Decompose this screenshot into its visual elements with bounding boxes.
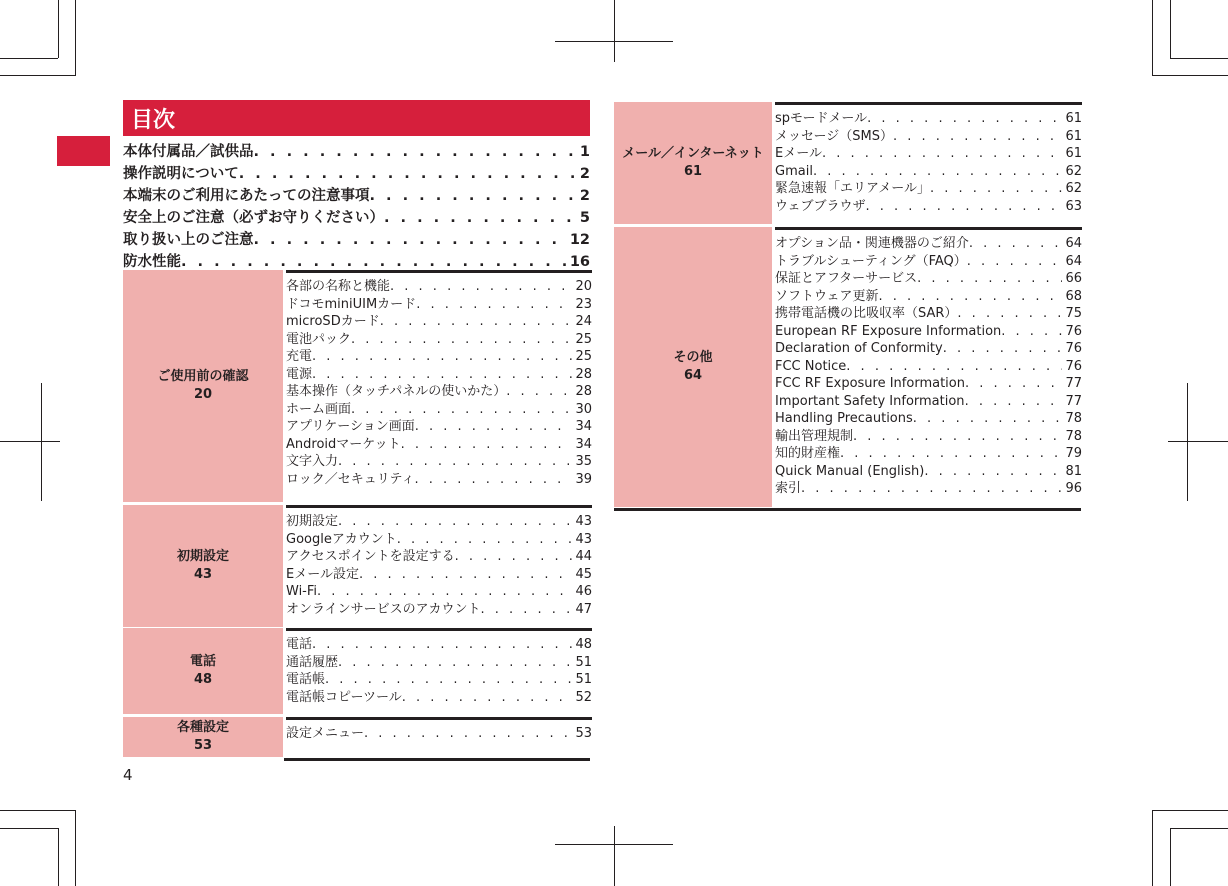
main-toc-entry[interactable]: 操作説明について . . . 2 xyxy=(123,163,590,185)
toc-item[interactable]: Quick Manual (English) . . . 81 xyxy=(775,463,1082,481)
toc-item[interactable]: Wi-Fi . . . 46 xyxy=(286,583,592,601)
toc-item[interactable]: 充電 . . . 25 xyxy=(286,348,592,366)
page-number: 4 xyxy=(123,766,133,784)
section-items xyxy=(286,628,592,714)
toc-item[interactable]: 電池パック . . . 25 xyxy=(286,331,592,349)
toc-item[interactable]: 電話帳コピーツール . . . 52 xyxy=(286,689,592,707)
section-label[interactable]: 初期設定 43 xyxy=(123,505,283,627)
main-toc-entry[interactable]: 本端末のご利用にあたっての注意事項 . . . 2 xyxy=(123,185,590,207)
section-end-rule xyxy=(614,508,1081,511)
toc-item[interactable]: アプリケーション画面 . . . 34 xyxy=(286,418,592,436)
toc-item[interactable]: Androidマーケット . . . 34 xyxy=(286,436,592,454)
toc-item[interactable]: オプション品・関連機器のご紹介 . . . 64 xyxy=(775,235,1082,253)
main-toc-entry[interactable]: 防水性能 . . . 16 xyxy=(123,251,590,273)
toc-item[interactable]: ドコモminiUIMカード . . . 23 xyxy=(286,296,592,314)
toc-item[interactable]: microSDカード . . . 24 xyxy=(286,313,592,331)
section-items xyxy=(286,505,592,627)
toc-item[interactable]: 知的財産権 . . . 79 xyxy=(775,445,1082,463)
section-phone xyxy=(123,628,592,714)
toc-item[interactable]: オンラインサービスのアカウント . . . 47 xyxy=(286,601,592,619)
section-label[interactable]: ご使用前の確認 20 xyxy=(123,270,283,502)
toc-item[interactable]: 電源 . . . 28 xyxy=(286,366,592,384)
section-items xyxy=(775,227,1082,507)
toc-item[interactable]: ソフトウェア更新 . . . 68 xyxy=(775,288,1082,306)
section-others xyxy=(614,227,1082,507)
toc-item[interactable]: Handling Precautions . . . 78 xyxy=(775,410,1082,428)
toc-item[interactable]: ホーム画面 . . . 30 xyxy=(286,401,592,419)
toc-item[interactable]: 電話 . . . 48 xyxy=(286,636,592,654)
toc-item[interactable]: メッセージ（SMS） . . . 61 xyxy=(775,128,1082,146)
main-toc-entry[interactable]: 本体付属品／試供品 . . . 1 xyxy=(123,141,590,163)
section-label[interactable]: メール／インターネット 61 xyxy=(614,102,772,224)
toc-item[interactable]: 文字入力 . . . 35 xyxy=(286,453,592,471)
toc-item[interactable]: 初期設定 . . . 43 xyxy=(286,513,592,531)
section-label[interactable]: 各種設定 53 xyxy=(123,717,283,757)
section-end-rule xyxy=(284,758,590,761)
section-settings xyxy=(123,717,592,757)
toc-item[interactable]: 基本操作（タッチパネルの使いかた） . . . 28 xyxy=(286,383,592,401)
section-initial-settings xyxy=(123,505,592,627)
section-before-use xyxy=(123,270,592,502)
toc-item[interactable]: 設定メニュー . . . 53 xyxy=(286,725,592,743)
toc-item[interactable]: 保証とアフターサービス . . . 66 xyxy=(775,270,1082,288)
toc-item[interactable]: アクセスポイントを設定する . . . 44 xyxy=(286,548,592,566)
toc-item[interactable]: 携帯電話機の比吸収率（SAR） . . . 75 xyxy=(775,305,1082,323)
toc-item[interactable]: Googleアカウント . . . 43 xyxy=(286,531,592,549)
toc-item[interactable]: トラブルシューティング（FAQ） . . . 64 xyxy=(775,253,1082,271)
toc-item[interactable]: 緊急速報「エリアメール」 . . . 62 xyxy=(775,180,1082,198)
toc-item[interactable]: 索引 . . . 96 xyxy=(775,480,1082,498)
toc-item[interactable]: Eメール . . . 61 xyxy=(775,145,1082,163)
main-toc-entry[interactable]: 取り扱い上のご注意 . . . 12 xyxy=(123,229,590,251)
section-items xyxy=(775,102,1082,224)
section-items xyxy=(286,270,592,502)
toc-item[interactable]: Gmail . . . 62 xyxy=(775,163,1082,181)
toc-item[interactable]: Important Safety Information . . . 77 xyxy=(775,393,1082,411)
toc-item[interactable]: 輸出管理規制 . . . 78 xyxy=(775,428,1082,446)
section-label[interactable]: その他 64 xyxy=(614,227,772,507)
toc-item[interactable]: Declaration of Conformity . . . 76 xyxy=(775,340,1082,358)
section-items xyxy=(286,717,592,757)
toc-item[interactable]: 各部の名称と機能 . . . 20 xyxy=(286,278,592,296)
section-label[interactable]: 電話 48 xyxy=(123,628,283,714)
toc-item[interactable]: ウェブブラウザ . . . 63 xyxy=(775,198,1082,216)
toc-item[interactable]: FCC RF Exposure Information . . . 77 xyxy=(775,375,1082,393)
toc-item[interactable]: 通話履歴 . . . 51 xyxy=(286,654,592,672)
toc-item[interactable]: ロック／セキュリティ . . . 39 xyxy=(286,471,592,489)
section-mail-internet xyxy=(614,102,1082,224)
toc-item[interactable]: spモードメール . . . 61 xyxy=(775,110,1082,128)
main-toc xyxy=(123,141,590,273)
page-title: 目次 xyxy=(131,108,176,133)
toc-item[interactable]: FCC Notice . . . 76 xyxy=(775,358,1082,376)
toc-item[interactable]: 電話帳 . . . 51 xyxy=(286,671,592,689)
main-toc-entry[interactable]: 安全上のご注意（必ずお守りください） . . . 5 xyxy=(123,207,590,229)
toc-title-bar xyxy=(123,100,590,136)
toc-item[interactable]: European RF Exposure Information . . . 76 xyxy=(775,323,1082,341)
side-index-tab xyxy=(57,136,110,166)
toc-item[interactable]: Eメール設定 . . . 45 xyxy=(286,566,592,584)
